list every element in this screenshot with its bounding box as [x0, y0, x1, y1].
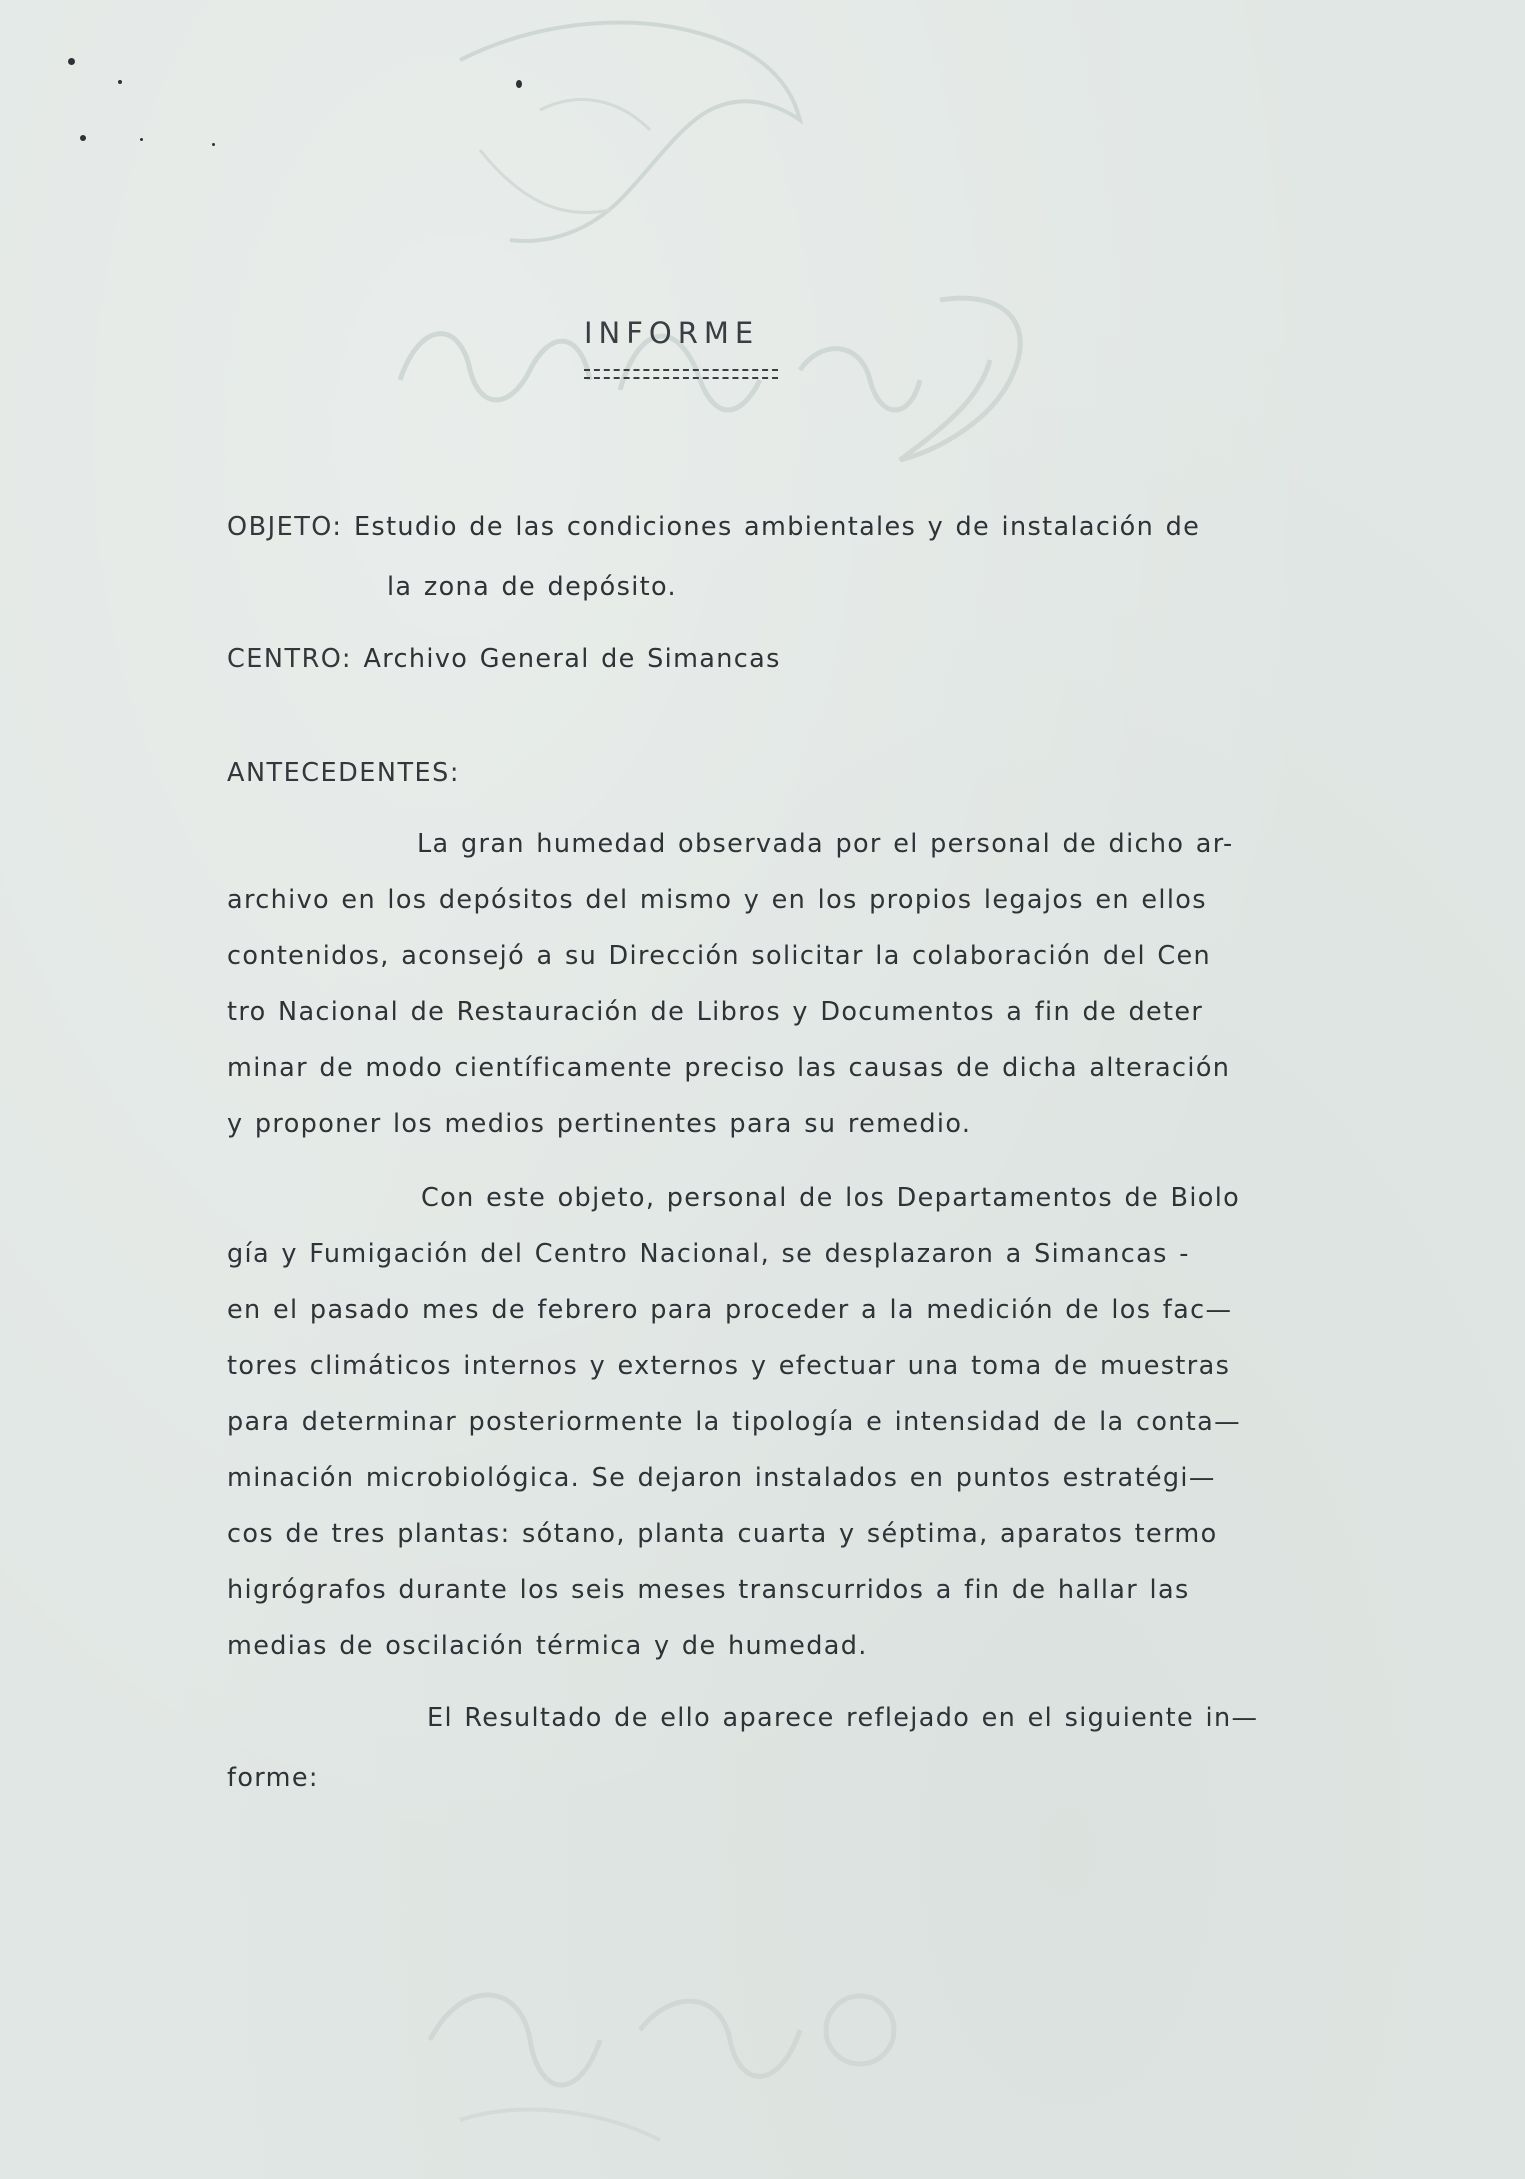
objeto-line	[227, 512, 1200, 542]
paragraph-2-line: para determinar posteriormente la tipología e intensidad de la conta—	[227, 1407, 1241, 1437]
paragraph-1-line: tro Nacional de Restauración de Libros y Documentos a fin de deter	[227, 997, 1204, 1027]
paragraph-3-line: forme:	[227, 1763, 319, 1793]
centro-line	[227, 644, 781, 674]
section-title: ANTECEDENTES:	[227, 758, 460, 788]
objeto-label: OBJETO:	[227, 512, 343, 542]
paragraph-2-line: en el pasado mes de febrero para proceder a la medición de los fac—	[227, 1295, 1233, 1325]
paragraph-1-line: archivo en los depósitos del mismo y en los propios legajos en ellos	[227, 885, 1207, 915]
ink-speck	[80, 135, 86, 141]
centro-text: Archivo General de Simancas	[363, 644, 781, 674]
ink-speck	[118, 80, 122, 84]
title-double-underline	[584, 369, 778, 379]
paragraph-1-line: contenidos, aconsejó a su Dirección solicitar la colaboración del Cen	[227, 941, 1212, 971]
paragraph-2-line: minación microbiológica. Se dejaron instalados en puntos estratégi—	[227, 1463, 1216, 1493]
paragraph-2-line: Con este objeto, personal de los Departamentos de Biolo	[421, 1183, 1241, 1213]
ink-speck	[212, 143, 215, 146]
centro-label: CENTRO:	[227, 644, 353, 674]
ink-speck	[140, 138, 143, 141]
paragraph-1-line: minar de modo científicamente preciso las causas de dicha alteración	[227, 1053, 1231, 1083]
paragraph-2-line: tores climáticos internos y externos y efectuar una toma de muestras	[227, 1351, 1231, 1381]
objeto-line-2: la zona de depósito.	[387, 572, 677, 602]
objeto-text: Estudio de las condiciones ambientales y de instalación de	[353, 512, 1201, 542]
paragraph-1-line: y proponer los medios pertinentes para su remedio.	[227, 1109, 972, 1139]
paragraph-3-line: El Resultado de ello aparece reflejado en el siguiente in—	[427, 1703, 1259, 1733]
paragraph-2-line: higrógrafos durante los seis meses transcurridos a fin de hallar las	[227, 1575, 1190, 1605]
dove-watermark-icon	[420, 0, 860, 260]
paragraph-2-line: gía y Fumigación del Centro Nacional, se desplazaron a Simancas -	[227, 1239, 1190, 1269]
ink-speck	[516, 80, 522, 88]
seal-watermark-icon	[400, 1950, 960, 2179]
document-title: INFORME	[584, 316, 760, 350]
ink-speck	[68, 58, 75, 65]
paragraph-2-line: medias de oscilación térmica y de humedad.	[227, 1631, 868, 1661]
paragraph-2-line: cos de tres plantas: sótano, planta cuarta y séptima, aparatos termo	[227, 1519, 1218, 1549]
paragraph-1-line: La gran humedad observada por el personal de dicho ar-	[417, 829, 1234, 859]
